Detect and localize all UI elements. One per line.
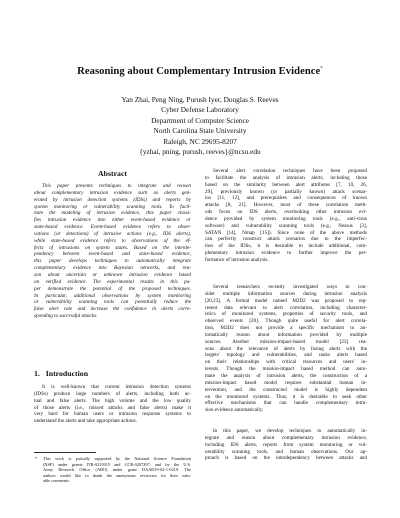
paragraph-related-work: [205, 168, 367, 264]
author-department: Department of Computer Science: [151, 115, 249, 125]
text-line: SATAN [14], Nmap [15]). Since none of the above methods: [205, 229, 367, 236]
author-university: North Carolina State University: [153, 126, 247, 136]
text-line: of those alerts (i.e., missed attacks and false alerts) make it: [34, 404, 191, 411]
footnote-text: [43, 456, 191, 484]
text-line: (IDSs) produce large numbers of alerts, including both ac-: [34, 390, 191, 397]
text-line: based on the similarity between alert attributes [7, 10, 26,: [205, 181, 367, 188]
text-line: istics of monitored systems, properties of security tools, and: [205, 311, 367, 318]
text-line: 29], previously known (or partially known) attack scenar-: [205, 188, 367, 195]
text-line: about complementary intrusion evidence such as alerts gen-: [34, 189, 191, 196]
text-line: mate the analysis of intrusion alerts, the construction of a: [205, 372, 367, 379]
author-names: Yan Zhai, Peng Ning, Purush Iyer, Douglas S. Reeves: [121, 95, 279, 104]
text-line: on the monitored systems. Thus, it is desirable to seek other: [205, 393, 367, 400]
author-block: [0, 95, 400, 157]
text-line: formance of intrusion analysis.: [205, 256, 269, 263]
text-line: on their relationships with critical resources and users' in-: [205, 359, 367, 366]
text-line: targets' topology and vulnerabilities, and ranks alerts based: [205, 352, 367, 359]
text-line: system monitoring or vulnerability scanning tools. To facil-: [34, 203, 191, 210]
text-line: to facilitate the analysis of intrusion alerts, including those: [205, 174, 367, 181]
text-line: In particular, additional observations by system monitoring: [34, 292, 191, 299]
text-line: sons about the relevance of alerts by fusing alerts with the: [205, 345, 367, 352]
text-line: or vulnerability scanning tools can potentially reduce the: [34, 299, 191, 306]
introduction-body: [34, 384, 191, 425]
text-line: attacks [8, 21]. However, most of these correlation meth-: [205, 202, 367, 209]
text-line: In this paper, we develop techniques to automatically in-: [213, 428, 367, 434]
text-line: fies intrusion evidence into either event-based evidence or: [34, 217, 191, 224]
text-line: Army Research Office (ARO) under grant DAAD19-02-1-0219. The: [43, 467, 191, 473]
title-footnote-mark: *: [320, 66, 323, 72]
text-line: tegrate and reason about complementary intrusion evidence,: [205, 434, 367, 441]
text-line: vations (or detections) of intrusive actions (e.g., IDS alerts),: [34, 230, 191, 237]
text-line: state-based evidence. Event-based evidence refers to obser-: [34, 224, 191, 231]
text-line: This paper presents techniques to integrate and reason: [42, 183, 191, 189]
text-line: [20,23]. A formal model named M2D2 was proposed to rep-: [205, 297, 367, 304]
text-line: ios [11, 12], and prerequisites and consequences of known: [205, 195, 367, 202]
text-line: terests. Though the mission-impact based method can auto-: [205, 366, 367, 373]
footnote-rule: [34, 452, 96, 453]
text-line: tion of the IDSs, it is desirable to include additional, com-: [205, 243, 367, 250]
text-line: false alert rate and increase the confidence in alerts corre-: [34, 306, 191, 313]
text-line: mission-impact based model requires substantial human in-: [205, 379, 367, 386]
text-line: sider multiple information sources during intrusion analysis: [205, 290, 367, 297]
text-line: can perfectly construct attack scenarios due to the imperfec-: [205, 236, 367, 243]
text-line: very hard for human users or intrusion response systems to: [34, 411, 191, 418]
introduction-number: 1.: [34, 369, 40, 378]
author-emails: {yzhai, pning, purush, reeves}@ncsu.edu: [139, 147, 261, 157]
text-line: itate the modeling of intrusion evidence, this paper classi-: [34, 210, 191, 217]
text-line: resent data relevant to alert correlation, including character-: [205, 304, 367, 311]
text-line: nerability scanning tools, and human observations. Our ap-: [205, 448, 367, 455]
text-line: tervention, and the constructed model is highly dependent: [205, 386, 367, 393]
author-lab: Cyber Defense Laboratory: [161, 105, 239, 115]
footnote: [34, 456, 191, 484]
text-line: able comments.: [43, 478, 70, 484]
text-line: while state-based evidence refers to observations of the ef-: [34, 237, 191, 244]
paper-title: [0, 66, 400, 77]
text-line: Several researchers recently investigated ways to con-: [213, 284, 367, 290]
text-line: dence provided by system monitoring tools (e.g., anti-virus: [205, 215, 367, 222]
footnote-mark: *: [35, 456, 38, 461]
text-line: tual and false alerts. The high volume and the low quality: [34, 397, 191, 404]
abstract-heading: Abstract: [97, 169, 127, 178]
text-line: tion, M2D2 does not provide a specific mechanism to au-: [205, 325, 367, 332]
text-line: authors would like to thank the anonymous reviewers for their valu-: [43, 472, 191, 478]
text-line: fects of intrusions on system states. Based on the interde-: [34, 244, 191, 251]
text-line: observed events [20]. Though quite useful for alert correla-: [205, 318, 367, 325]
paragraph-contribution: [205, 428, 367, 462]
text-line: sion evidence automatically.: [205, 407, 264, 414]
abstract-body: [34, 183, 191, 320]
text-line: this paper develops techniques to automatically integrate: [34, 258, 191, 265]
text-line: effective mechanisms that can handle complementary intru-: [205, 400, 367, 407]
text-line: erated by intrusion detection systems (IDSs) and reports by: [34, 196, 191, 203]
text-line: including IDS alerts, reports from system monitoring or vul-: [205, 441, 367, 448]
text-line: complementary evidence into Bayesian networks, and rea-: [34, 265, 191, 272]
text-line: ods focus on IDS alerts, overlooking other intrusion evi-: [205, 209, 367, 216]
text-line: tomatically reason about information provided by multiple: [205, 331, 367, 338]
text-line: software) and vulnerability scanning tools (e.g., Nessus [3],: [205, 222, 367, 229]
author-address: Raleigh, NC 29695-8207: [163, 136, 237, 146]
text-line: understand the alerts and take appropriate actions.: [34, 418, 137, 425]
text-line: proach is based on the interdependency between attacks and: [205, 455, 367, 462]
text-line: plementary intrusion evidence to further improve the per-: [205, 250, 367, 257]
text-line: son about uncertain or unknown intrusion evidence based: [34, 271, 191, 278]
text-line: (NSF) under grants ITR-0219315 and CCR-0207297, and by the U.S.: [43, 461, 191, 467]
text-line: pendency between event-based and state-based evidence,: [34, 251, 191, 258]
introduction-heading: [34, 369, 88, 378]
text-line: It is well-known that current intrusion detection systems: [42, 384, 191, 390]
text-line: per demonstrate the potential of the proposed techniques.: [34, 285, 191, 292]
introduction-title: Introduction: [45, 369, 89, 378]
text-line: sources. Another mission-impact-based model [23] rea-: [205, 338, 367, 345]
paragraph-multiple-sources: [205, 284, 367, 414]
text-line: sponding to successful attacks.: [34, 313, 98, 320]
text-line: Several alert correlation techniques have been proposed: [213, 168, 367, 174]
text-line: on verified evidence. The experimental results in this pa-: [34, 278, 191, 285]
title-text: Reasoning about Complementary Intrusion Evidence: [77, 66, 321, 77]
text-line: This work is partially supported by the National Science Foundation: [43, 456, 191, 461]
